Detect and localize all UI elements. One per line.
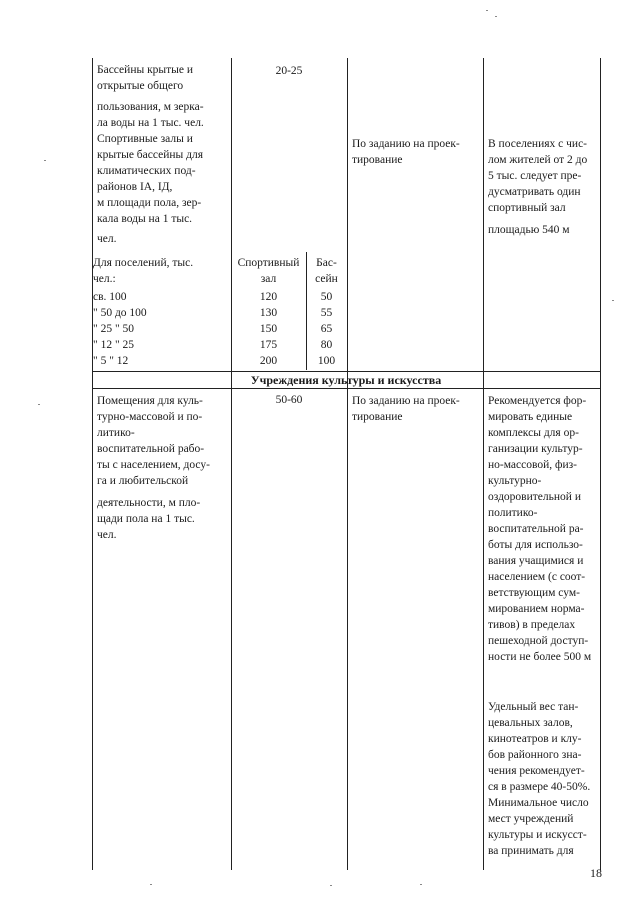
list-item: " 5 " 12 — [93, 355, 129, 367]
section-title: Учреждения культуры и искусства — [250, 373, 442, 387]
scan-speck — [486, 10, 488, 11]
table-divider-2 — [347, 58, 348, 870]
scan-speck — [330, 885, 332, 886]
hall-values: 120 130 150 175 200 — [259, 291, 278, 367]
settlement-size-list — [93, 289, 147, 369]
table-divider-1 — [231, 58, 232, 870]
section-rule-bottom — [92, 388, 600, 389]
pools-norm: 20-25 — [275, 65, 303, 77]
pool-column-header: Бас- сейн — [315, 257, 338, 285]
table-border-right — [600, 58, 601, 870]
pools-placement: По заданию на проек- тирование — [352, 138, 460, 166]
list-item: " 12 " 25 — [93, 339, 135, 351]
hall-column-header: Спортивный зал — [237, 257, 300, 285]
scan-speck — [38, 404, 40, 405]
scan-speck — [150, 884, 152, 885]
list-item: " 25 " 50 — [93, 323, 135, 335]
table-divider-3 — [483, 58, 484, 870]
culture-note-continued: Удельный вес тан- цевальных залов, кинотеатров и клу- бов районного зна- чения рекомендует- ся в размере 40-50%. Минимальное число мест учреждений культуры и искусст- ва принимать для — [488, 701, 591, 857]
culture-note: Рекомендуется фор- мировать единые комплексы для ор- ганизации культур- но-массовой, физ- культурно- оздоровительной и политико- воспитательной ра- боты для использо- вания учащимися и населением (с соот- ветствующим сум- мированием норма- тивов) в пределах пешеходной доступ- ности не более 500 м — [488, 395, 592, 663]
scan-speck — [495, 16, 497, 17]
scan-speck — [420, 884, 422, 885]
list-item: " 50 до 100 — [93, 307, 147, 319]
page-number: 18 — [590, 866, 602, 880]
culture-placement: По заданию на проек- тирование — [352, 395, 460, 423]
pool-values: 50 55 65 80 100 — [317, 291, 336, 367]
table-border-left — [92, 58, 93, 870]
settlements-header: Для поселений, тыс. чел.: — [93, 257, 194, 285]
scan-speck — [44, 160, 46, 161]
list-item: св. 100 — [93, 291, 127, 303]
pools-note: В поселениях с чис- лом жителей от 2 до 5 тыс. следует пре- дусматривать один спортивный зал площадью 540 м — [488, 138, 588, 236]
culture-description: Помещения для куль- турно-массовой и по- литико- воспитательной рабо- ты с населением, досу- га и любительской деятельности, м пло- щади пола на 1 тыс. чел. — [97, 395, 210, 541]
culture-norm: 50-60 — [275, 394, 303, 406]
scan-speck — [612, 300, 614, 301]
pools-description: Бассейны крытые и открытые общего пользования, м зерка- ла воды на 1 тыс. чел. Спортивные залы и крытые бассейны для климатических под- районов IА, IД, м площади пола, зер- кала воды на 1 тыс. чел. — [97, 64, 204, 245]
